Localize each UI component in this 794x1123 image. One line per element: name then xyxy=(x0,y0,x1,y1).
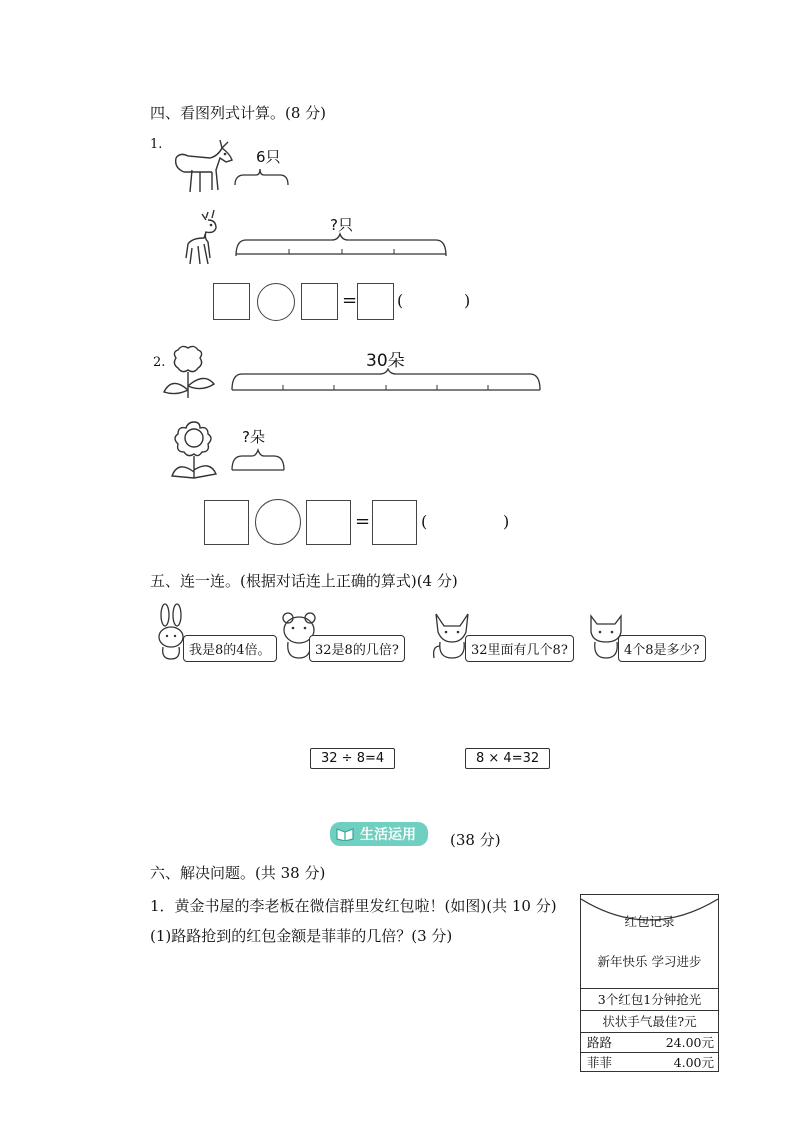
problem-1-subquestion: (1)路路抢到的红包金额是菲菲的几倍？(3 分) xyxy=(150,927,453,945)
q2-number: 2. xyxy=(153,355,166,370)
speech-bubble-bear: 32是8的几倍? xyxy=(309,635,405,662)
record-row xyxy=(581,1052,718,1071)
record-line-1: 3个红包1分钟抢光 xyxy=(581,988,718,1010)
speech-bubble-cat: 4个8是多少? xyxy=(618,635,706,662)
life-application-badge: 生活运用 xyxy=(330,822,428,846)
record-row-amount: 4.00元 xyxy=(673,1055,714,1070)
book-icon xyxy=(336,825,354,841)
record-row-amount: 24.00元 xyxy=(665,1035,714,1050)
record-row-name: 路路 xyxy=(587,1035,613,1050)
speech-bubble-bunny: 我是8的4倍。 xyxy=(183,635,277,662)
q2-top-label: 30朵 xyxy=(366,351,405,371)
problem-1-text: 1．黄金书屋的李老板在微信群里发红包啦！(如图)(共 10 分) xyxy=(150,897,557,915)
record-title: 红包记录 xyxy=(624,914,675,929)
operator-circle[interactable] xyxy=(257,283,295,321)
record-subtitle: 新年快乐 学习进步 xyxy=(597,954,702,969)
answer-box[interactable] xyxy=(372,500,417,545)
brace-top-q2 xyxy=(228,368,548,398)
red-envelope-record xyxy=(580,894,719,1072)
answer-box[interactable] xyxy=(306,500,351,545)
equals-sign: = xyxy=(342,290,358,311)
brace-bottom-q1 xyxy=(232,232,452,262)
unit-paren-close: ) xyxy=(503,512,510,531)
flower-sprout-illustration xyxy=(160,342,218,400)
unit-paren-open: ( xyxy=(421,512,428,531)
answer-box[interactable] xyxy=(301,283,338,320)
formula-multiplication[interactable]: 8 × 4=32 xyxy=(465,748,550,769)
q1-top-label: 6只 xyxy=(256,148,281,166)
goat-illustration xyxy=(170,136,236,198)
unit-paren-open: ( xyxy=(397,291,404,310)
record-row xyxy=(581,1032,718,1052)
unit-paren-close: ) xyxy=(464,291,471,310)
banner-score: (38 分) xyxy=(450,831,501,849)
record-line-2: 状状手气最佳?元 xyxy=(581,1010,718,1032)
q2-bottom-label: ?朵 xyxy=(242,428,265,446)
answer-box[interactable] xyxy=(204,500,249,545)
brace-bottom-q2 xyxy=(228,446,288,474)
equals-sign: = xyxy=(355,511,371,532)
section4-title: 四、看图列式计算。(8 分) xyxy=(150,104,327,122)
answer-box[interactable] xyxy=(213,283,250,320)
q1-bottom-label: ?只 xyxy=(330,216,353,234)
answer-box[interactable] xyxy=(357,283,394,320)
q1-number: 1. xyxy=(150,137,163,152)
section5-title: 五、连一连。(根据对话连上正确的算式)(4 分) xyxy=(150,572,458,590)
section6-title: 六、解决问题。(共 38 分) xyxy=(150,864,326,882)
record-row-name: 菲菲 xyxy=(587,1055,613,1070)
formula-division[interactable]: 32 ÷ 8=4 xyxy=(310,748,395,769)
speech-bubble-fox: 32里面有几个8? xyxy=(465,635,574,662)
operator-circle[interactable] xyxy=(255,499,301,545)
sunflower-illustration xyxy=(168,420,220,482)
deer-illustration xyxy=(178,208,228,268)
